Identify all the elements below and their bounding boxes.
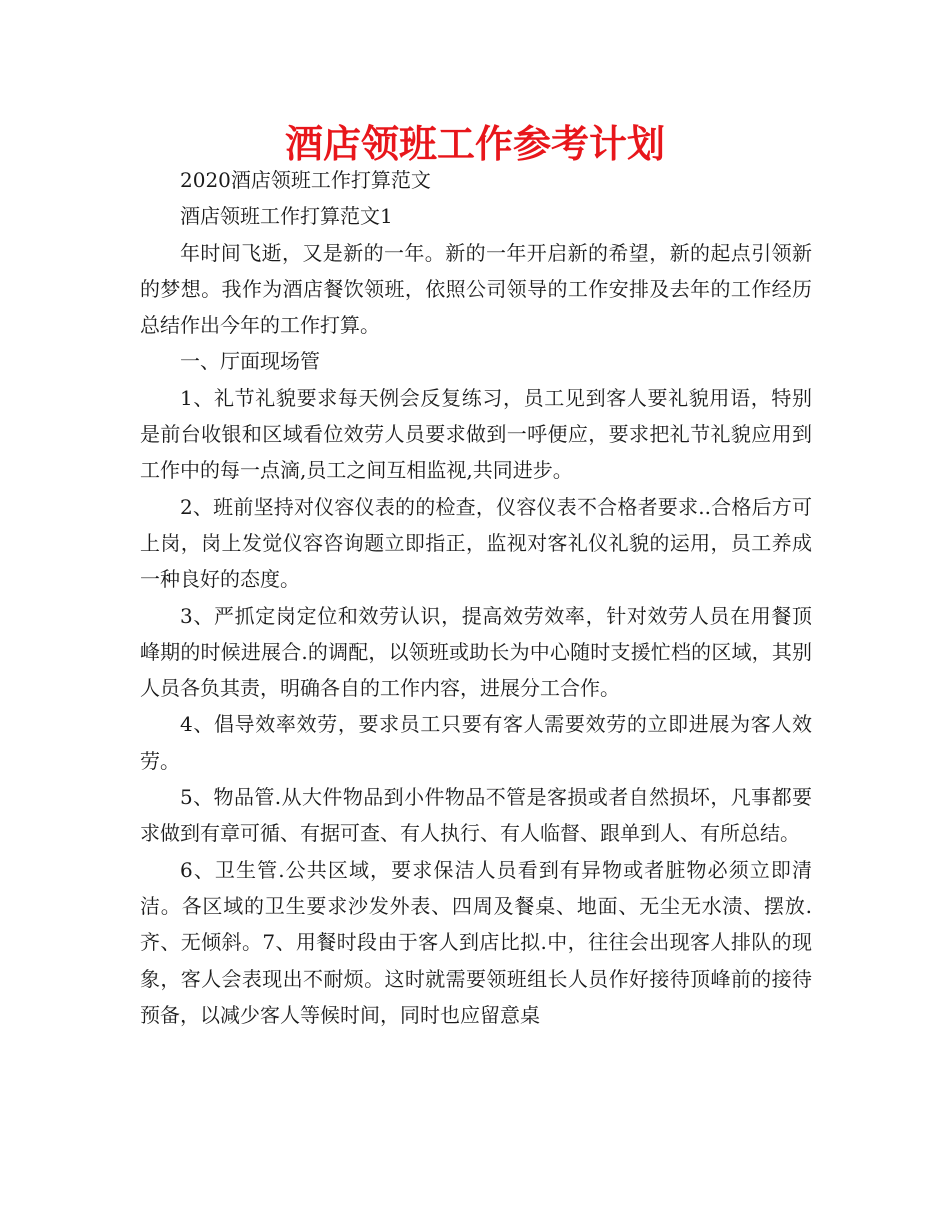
document-title: 酒店领班工作参考计划 xyxy=(284,121,665,166)
paragraph-heading-1: 一、厅面现场管 xyxy=(180,349,320,374)
paragraph-item-4: 4、倡导效率效劳，要求员工只要有客人需要效劳的立即进展为客人效劳。 xyxy=(140,712,812,773)
paragraph-intro: 年时间飞逝，又是新的一年。新的一年开启新的希望，新的起点引领新的梦想。我作为酒店餐饮领班，依照公司领导的工作安排及去年的工作经历总结作出今年的工作打算。 xyxy=(140,240,812,338)
paragraph-item-6: 6、卫生管.公共区域，要求保洁人员看到有异物或者脏物必须立即清洁。各区域的卫生要求沙发外表、四周及餐桌、地面、无尘无水渍、摆放.齐、无倾斜。7、用餐时段由于客人到店比拟.中，往往会出现客人排队的现象，客人会表现出不耐烦。这时就需要领班组长人员作好接待顶峰前的接待预备，以减少客人等候时间，同时也应留意桌 xyxy=(140,857,812,1027)
paragraph-section-heading: 酒店领班工作打算范文1 xyxy=(180,204,393,229)
document-body xyxy=(140,162,812,1033)
paragraph-subtitle: 2020酒店领班工作打算范文 xyxy=(180,168,431,192)
paragraph-item-2: 2、班前坚持对仪容仪表的的检查，仪容仪表不合格者要求..合格后方可上岗，岗上发觉仪容咨询题立即指正，监视对客礼仪礼貌的运用，员工养成一种良好的态度。 xyxy=(140,494,812,592)
paragraph-item-3: 3、严抓定岗定位和效劳认识，提高效劳效率，针对效劳人员在用餐顶峰期的时候进展合.的调配，以领班或助长为中心随时支援忙档的区域，其别人员各负其责，明确各自的工作内容，进展分工合作。 xyxy=(140,603,812,701)
paragraph-item-5: 5、物品管.从大件物品到小件物品不管是客损或者自然损坏，凡事都要求做到有章可循、有据可查、有人执行、有人临督、跟单到人、有所总结。 xyxy=(140,785,812,846)
paragraph-item-1: 1、礼节礼貌要求每天例会反复练习，员工见到客人要礼貌用语，特别是前台收银和区域看位效劳人员要求做到一呼便应，要求把礼节礼貌应用到工作中的每一点滴,员工之间互相监视,共同进步。 xyxy=(140,385,812,483)
